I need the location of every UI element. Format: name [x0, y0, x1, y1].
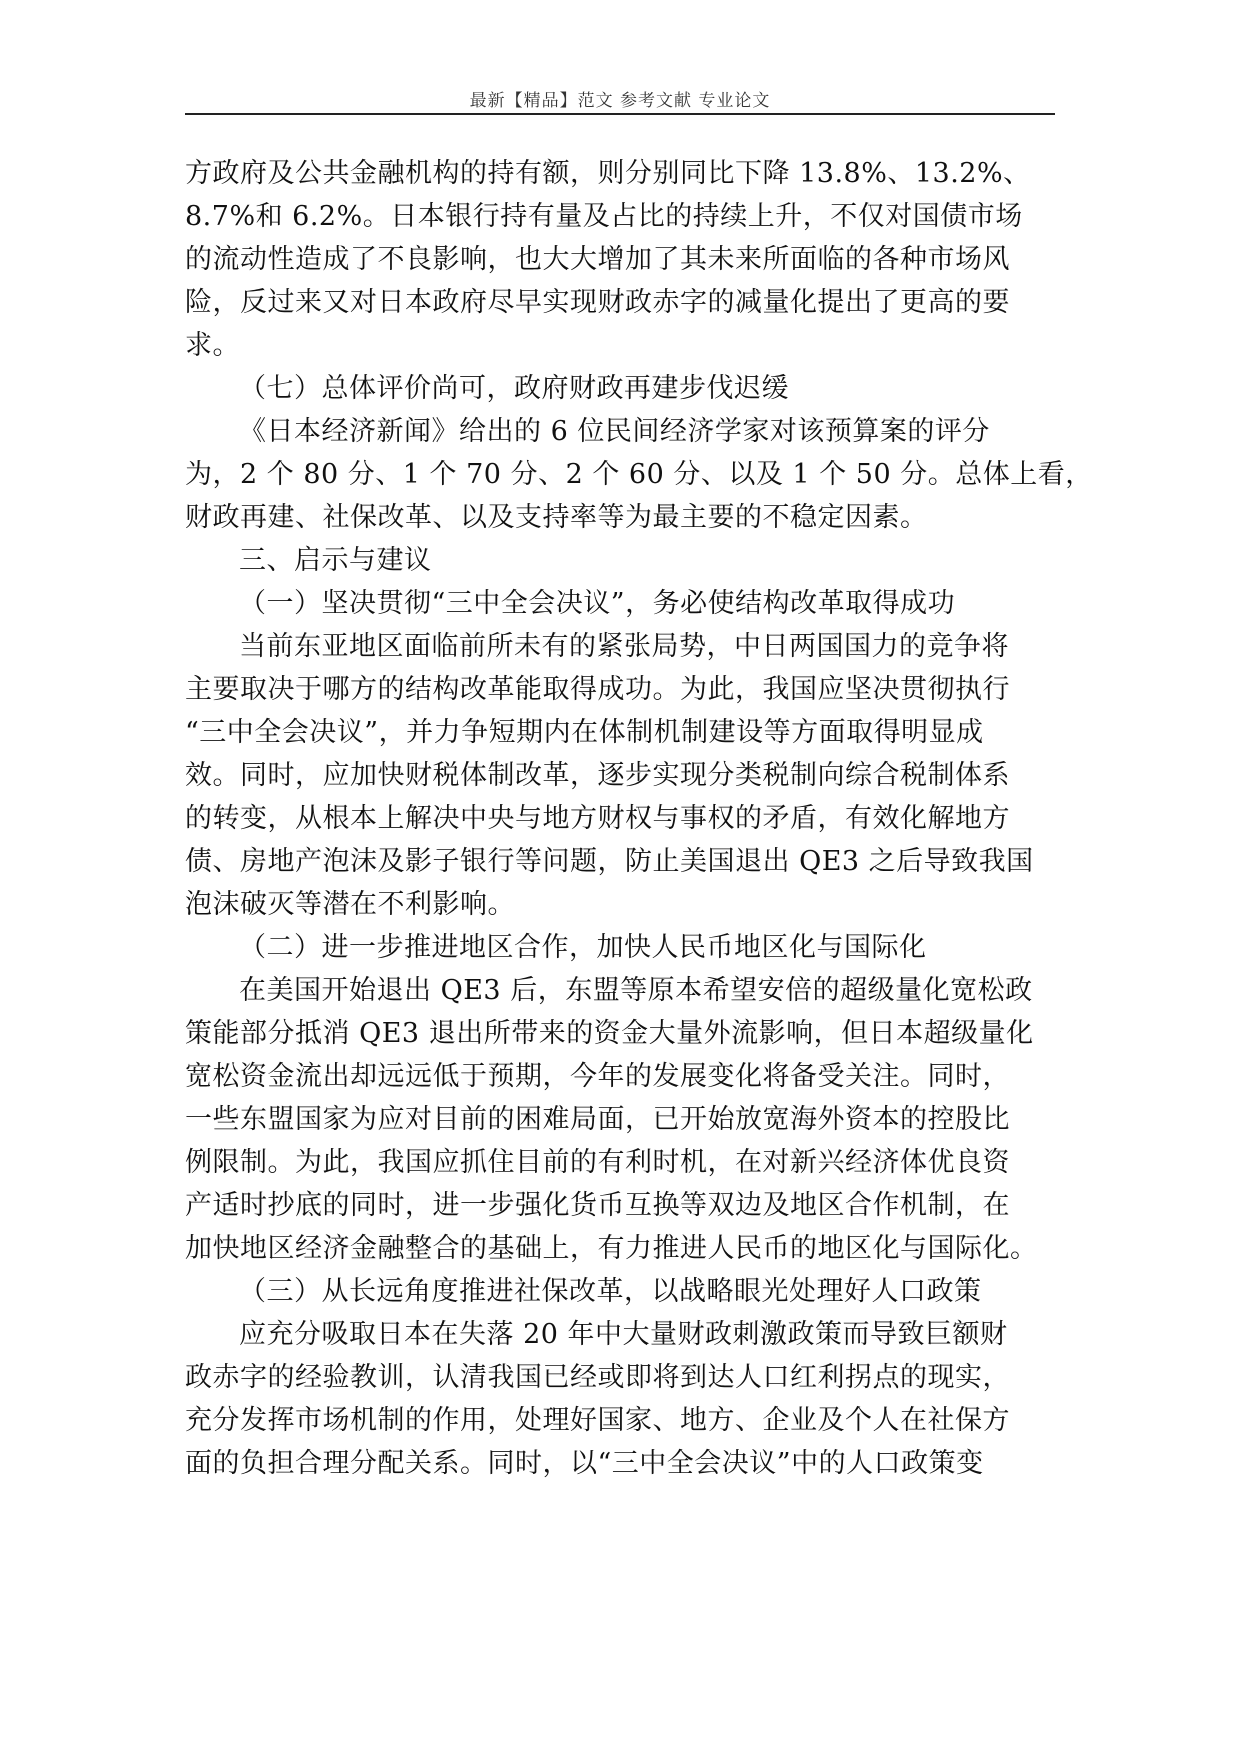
body-line: 加快地区经济金融整合的基础上，有力推进人民币的地区化与国际化。	[185, 1233, 1038, 1264]
body-line: 债、房地产泡沫及影子银行等问题，防止美国退出 QE3 之后导致我国	[185, 846, 1034, 877]
body-line: 充分发挥市场机制的作用，处理好国家、地方、企业及个人在社保方	[185, 1405, 1010, 1436]
body-line: 效。同时，应加快财税体制改革，逐步实现分类税制向综合税制体系	[185, 760, 1010, 791]
body-line: 当前东亚地区面临前所未有的紧张局势，中日两国国力的竞争将	[239, 631, 1009, 662]
body-line: 宽松资金流出却远远低于预期，今年的发展变化将备受关注。同时，	[185, 1061, 1010, 1092]
body-line: 产适时抄底的同时，进一步强化货币互换等双边及地区合作机制，在	[185, 1190, 1010, 1221]
body-line: 一些东盟国家为应对目前的困难局面，已开始放宽海外资本的控股比	[185, 1104, 1010, 1135]
section-heading: （一）坚决贯彻“三中全会决议”，务必使结构改革取得成功	[239, 588, 956, 619]
body-line: 泡沫破灭等潜在不利影响。	[185, 889, 515, 920]
body-line: 8.7%和 6.2%。日本银行持有量及占比的持续上升，不仅对国债市场	[185, 201, 1023, 232]
body-line: 主要取决于哪方的结构改革能取得成功。为此，我国应坚决贯彻执行	[185, 674, 1010, 705]
header-divider	[185, 113, 1055, 115]
body-line: 为，2 个 80 分、1 个 70 分、2 个 60 分、以及 1 个 50 分。总体上看，	[185, 459, 1093, 490]
body-line: 面的负担合理分配关系。同时，以“三中全会决议”中的人口政策变	[185, 1448, 984, 1479]
section-heading: （三）从长远角度推进社保改革，以战略眼光处理好人口政策	[239, 1276, 982, 1307]
body-line: 例限制。为此，我国应抓住目前的有利时机，在对新兴经济体优良资	[185, 1147, 1010, 1178]
body-line: 的流动性造成了不良影响，也大大增加了其未来所面临的各种市场风	[185, 244, 1010, 275]
section-heading: （二）进一步推进地区合作，加快人民币地区化与国际化	[239, 932, 927, 963]
body-line: 政赤字的经验教训，认清我国已经或即将到达人口红利拐点的现实，	[185, 1362, 1010, 1393]
section-heading: （七）总体评价尚可，政府财政再建步伐迟缓	[239, 373, 789, 404]
body-line: “三中全会决议”，并力争短期内在体制机制建设等方面取得明显成	[185, 717, 984, 748]
body-line: 在美国开始退出 QE3 后，东盟等原本希望安倍的超级量化宽松政	[239, 975, 1033, 1006]
body-line: 险，反过来又对日本政府尽早实现财政赤字的减量化提出了更高的要	[185, 287, 1010, 318]
body-line: 《日本经济新闻》给出的 6 位民间经济学家对该预算案的评分	[239, 416, 990, 447]
section-heading: 三、启示与建议	[239, 545, 432, 576]
document-body	[185, 152, 1093, 1485]
body-line: 财政再建、社保改革、以及支持率等为最主要的不稳定因素。	[185, 502, 928, 533]
body-line: 策能部分抵消 QE3 退出所带来的资金大量外流影响，但日本超级量化	[185, 1018, 1034, 1049]
page-header: 最新【精品】范文 参考文献 专业论文	[469, 91, 771, 111]
body-line: 的转变，从根本上解决中央与地方财权与事权的矛盾，有效化解地方	[185, 803, 1010, 834]
body-line: 求。	[185, 330, 240, 361]
body-line: 方政府及公共金融机构的持有额，则分别同比下降 13.8%、13.2%、	[185, 158, 1031, 189]
body-line: 应充分吸取日本在失落 20 年中大量财政刺激政策而导致巨额财	[239, 1319, 1008, 1350]
